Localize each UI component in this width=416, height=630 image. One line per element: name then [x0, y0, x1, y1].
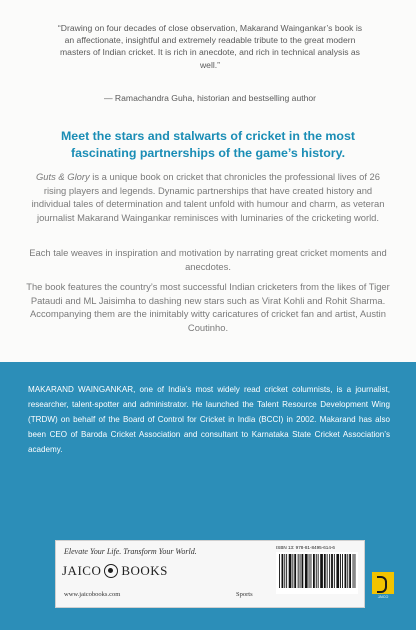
description-paragraph-3: The book features the country’s most successful Indian cricketers from the likes of Tiger Pataudi and ML Jaisimha to dashing new stars such as Virat Kohli and Rohit Sharma. Accompanying them are the inimitably witty caricatures of cricket fan and artist, Austin Coutinho.: [26, 281, 390, 333]
genre-label: Sports: [236, 591, 253, 598]
author-bio: MAKARAND WAINGANKAR, one of India’s most widely read cricket columnists, is a journalist, researcher, talent-spotter and administrator. He launched the Talent Resource Development Wing (TRDW) on behalf of the Board of Control for Cricket in India (BCCI) in 2002. Makarand has also been CEO of Baroda Cricket Association and consultant to Karnataka State Cricket Association’s academy.: [28, 385, 390, 455]
description-paragraph-2: Each tale weaves in inspiration and motivation by narrating great cricket moments and anecdotes.: [29, 247, 387, 272]
publisher-logo: [62, 563, 168, 579]
publisher-name-left: JAICO: [62, 563, 102, 578]
review-quote: “Drawing on four decades of close observation, Makarand Waingankar’s book is an affectionate, insightful and extremely readable tribute to the great modern masters of Indian cricket. It is rich in anecdote, and rich in technical analysis as well.”: [57, 23, 363, 70]
publisher-name-right: BOOKS: [121, 563, 168, 578]
headline: Meet the stars and stalwarts of cricket in the most fascinating partnerships of the game’s history.: [60, 129, 356, 160]
publisher-tagline: Elevate Your Life. Transform Your World.: [64, 547, 197, 556]
description-text: is a unique book on cricket that chronicles the professional lives of 26 rising players and legends. Dynamic partnerships that have created history and individual tales of determination and talent unfold with humour and charm, as veteran journalist Makarand Waingankar reminisces with luminaries of the cricketing world.: [31, 171, 385, 223]
description-paragraph-1: [26, 170, 390, 224]
jaico-imprint-icon: [372, 572, 394, 600]
author-panel: [0, 362, 416, 630]
imprint-label: JAICO: [377, 595, 389, 599]
imprint-badge: [372, 572, 394, 594]
book-title: Guts & Glory: [36, 171, 90, 182]
publisher-box: [55, 540, 365, 608]
publisher-url: www.jaicobooks.com: [64, 591, 121, 598]
isbn-label: ISBN 13: 978-81-8495-614-6: [276, 545, 335, 550]
jaico-emblem-icon: [104, 564, 118, 578]
barcode: [276, 552, 358, 594]
quote-attribution: — Ramachandra Guha, historian and bestselling author: [103, 93, 317, 103]
